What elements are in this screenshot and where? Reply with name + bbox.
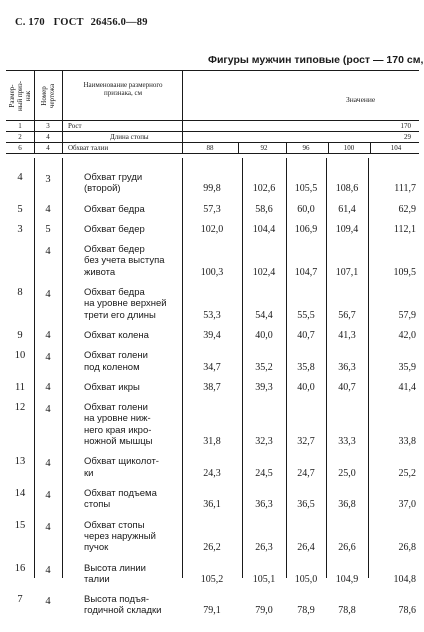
measure-value: 78,9 xyxy=(297,605,315,617)
drawing-number: 4 xyxy=(45,289,51,301)
measure-value: 107,1 xyxy=(335,266,359,278)
row-number: 4 xyxy=(17,172,23,183)
measure-value: 102,6 xyxy=(252,183,276,195)
header-value: Значение xyxy=(346,95,376,104)
row-number: 1 xyxy=(18,122,22,130)
table-row xyxy=(6,563,419,586)
measure-value: 105,2 xyxy=(200,573,224,585)
drawing-number: 4 xyxy=(46,133,50,141)
measure-value: 58,6 xyxy=(255,203,273,215)
row-number: 8 xyxy=(17,287,23,299)
measure-name: Обхват голени на уровне ниж- него края икро- ножной мышцы xyxy=(84,402,153,448)
waist-size-value: 96 xyxy=(302,144,310,152)
measure-value: 33,3 xyxy=(338,436,356,448)
drawing-number: 4 xyxy=(45,490,51,501)
table-row xyxy=(6,402,419,447)
row-number: 5 xyxy=(17,203,23,215)
measure-value: 41,3 xyxy=(338,330,356,341)
header-drawing-number: Номер чертежа xyxy=(40,83,56,109)
table-row xyxy=(6,382,419,393)
measure-value: 102,4 xyxy=(252,266,276,278)
drawing-number: 4 xyxy=(45,564,51,576)
drawing-number: 4 xyxy=(45,521,51,533)
measure-value: 40,7 xyxy=(338,381,356,393)
measure-value: 56,7 xyxy=(338,309,356,321)
measure-value: 39,4 xyxy=(203,330,221,341)
measure-value: 36,1 xyxy=(203,499,221,511)
table-row xyxy=(6,244,419,278)
measure-value: 109,4 xyxy=(335,223,359,235)
measure-value: 37,0 xyxy=(398,499,416,511)
measure-value: 40,0 xyxy=(255,330,273,341)
measure-value: 100,3 xyxy=(200,266,224,278)
measure-name: Высота линии талии xyxy=(84,562,146,585)
drawing-number: 4 xyxy=(45,330,51,341)
table-row xyxy=(6,204,419,215)
table-row xyxy=(6,488,419,511)
row-number: 2 xyxy=(18,133,22,141)
table-row xyxy=(6,594,419,617)
table-row xyxy=(6,456,419,479)
row-number: 7 xyxy=(17,594,23,606)
measure-name: Обхват бедер xyxy=(84,223,145,235)
standard-label: ГОСТ xyxy=(53,17,84,28)
waist-size-value: 92 xyxy=(260,144,268,152)
drawing-number: 4 xyxy=(46,144,50,152)
measure-value: 109,5 xyxy=(393,266,416,278)
measure-value: 36,3 xyxy=(338,361,356,373)
measure-value: 26,8 xyxy=(398,542,416,554)
measure-value: 36,3 xyxy=(255,499,273,511)
measure-name: Обхват бедер без учета выступа живота xyxy=(84,244,165,278)
measure-value: 40,0 xyxy=(297,381,315,393)
row-number: 16 xyxy=(14,562,26,574)
measure-name: Обхват щиколот- ки xyxy=(84,456,159,479)
row-number: 9 xyxy=(17,330,23,341)
drawing-number: 4 xyxy=(45,203,51,215)
measure-value: 79,1 xyxy=(203,605,221,617)
measure-value: 34,7 xyxy=(203,361,221,373)
table-subtitle: Фигуры мужчин типовые (рост — 170 см, xyxy=(208,54,424,66)
row-number: 6 xyxy=(18,144,22,152)
measure-name: Обхват талии xyxy=(68,144,109,152)
measure-value: 41,4 xyxy=(398,381,416,393)
measure-value: 31,8 xyxy=(203,436,221,448)
drawing-number: 4 xyxy=(45,352,51,364)
drawing-number: 3 xyxy=(46,122,50,130)
table-row xyxy=(6,350,419,373)
measure-value: 26,2 xyxy=(203,542,221,554)
measure-value: 102,0 xyxy=(200,223,224,235)
measure-value: 55,5 xyxy=(297,309,315,321)
measure-value: 39,3 xyxy=(255,381,273,393)
row-number: 15 xyxy=(14,519,26,531)
data-rows xyxy=(6,0,419,632)
drawing-number: 4 xyxy=(45,458,51,470)
measure-value: 24,5 xyxy=(255,467,273,479)
measure-value: 29 xyxy=(404,133,411,141)
measure-value: 32,3 xyxy=(255,436,273,448)
measure-value: 26,3 xyxy=(255,542,273,554)
measure-name: Обхват икры xyxy=(84,381,140,393)
measure-value: 62,9 xyxy=(398,203,416,215)
measure-value: 60,0 xyxy=(297,203,315,215)
row-number: 10 xyxy=(14,350,26,362)
measure-value: 105,1 xyxy=(252,573,276,585)
measure-value: 42,0 xyxy=(398,330,416,341)
page-label: С. 170 xyxy=(15,17,45,28)
measure-name: Длина стопы xyxy=(110,133,149,141)
standard-number: 26456.0—89 xyxy=(90,17,148,28)
measure-value: 26,4 xyxy=(297,542,315,554)
row-number: 14 xyxy=(14,488,26,499)
measure-value: 104,8 xyxy=(393,573,416,585)
measure-name: Обхват голени под коленом xyxy=(84,350,148,373)
waist-size-value: 104 xyxy=(390,144,402,152)
header-name: Наименование размерного признака, см xyxy=(83,81,163,97)
measure-value: 33,8 xyxy=(398,436,416,448)
measure-value: 25,2 xyxy=(398,467,416,479)
measure-value: 38,7 xyxy=(203,381,221,393)
measure-value: 78,8 xyxy=(338,605,356,617)
drawing-number: 4 xyxy=(45,596,51,608)
measure-value: 36,5 xyxy=(297,499,315,511)
header-sign-number: Размер- ный приз- нак xyxy=(8,80,33,112)
measure-value: 26,6 xyxy=(338,542,356,554)
measure-value: 108,6 xyxy=(335,183,359,195)
measure-name: Обхват подъема стопы xyxy=(84,488,157,511)
measure-value: 105,5 xyxy=(294,183,318,195)
measure-value: 25,0 xyxy=(338,467,356,479)
table-row xyxy=(6,172,419,195)
measure-value: 104,4 xyxy=(252,223,276,235)
measure-name: Обхват стопы через наружный пучок xyxy=(84,519,156,554)
drawing-number: 4 xyxy=(45,381,51,393)
measure-value: 79,0 xyxy=(255,605,273,617)
measure-value: 35,9 xyxy=(398,361,416,373)
measure-name: Высота подъя- годичной складки xyxy=(84,594,162,617)
measure-name: Обхват бедра xyxy=(84,203,145,215)
measure-value: 112,1 xyxy=(393,223,416,235)
drawing-number: 4 xyxy=(45,404,51,416)
measure-value: 32,7 xyxy=(297,436,315,448)
measure-value: 36,8 xyxy=(338,499,356,511)
table-row xyxy=(6,330,419,341)
measure-value: 106,9 xyxy=(294,223,318,235)
table-row xyxy=(6,224,419,235)
drawing-number: 3 xyxy=(45,174,51,185)
measure-value: 99,8 xyxy=(203,183,221,195)
measure-value: 104,9 xyxy=(335,573,359,585)
row-number: 12 xyxy=(14,402,26,414)
measure-value: 40,7 xyxy=(297,330,315,341)
measure-value: 35,2 xyxy=(255,361,273,373)
measure-name: Рост xyxy=(68,122,82,130)
measure-value: 54,4 xyxy=(255,309,273,321)
waist-size-value: 100 xyxy=(343,144,355,152)
waist-size-value: 88 xyxy=(206,144,214,152)
table-row xyxy=(6,520,419,554)
measure-value: 35,8 xyxy=(297,361,315,373)
drawing-number: 4 xyxy=(45,246,51,258)
measure-value: 57,9 xyxy=(398,309,416,321)
row-number: 3 xyxy=(17,223,23,235)
measure-value: 104,7 xyxy=(294,266,318,278)
measure-value: 170 xyxy=(400,122,411,130)
measure-value: 24,3 xyxy=(203,467,221,479)
measure-value: 57,3 xyxy=(203,203,221,215)
measure-value: 53,3 xyxy=(203,309,221,321)
row-number: 11 xyxy=(14,381,26,393)
measure-value: 24,7 xyxy=(297,467,315,479)
measure-name: Обхват бедра на уровне верхней трети его длины xyxy=(84,287,167,321)
measure-value: 105,0 xyxy=(294,573,318,585)
measure-value: 61,4 xyxy=(338,203,356,215)
row-number: 13 xyxy=(14,456,26,468)
measure-name: Обхват груди (второй) xyxy=(84,172,143,195)
measure-name: Обхват колена xyxy=(84,330,149,341)
measure-value: 111,7 xyxy=(394,183,416,195)
table-row xyxy=(6,287,419,321)
measure-value: 78,6 xyxy=(398,605,416,617)
drawing-number: 5 xyxy=(45,223,51,235)
